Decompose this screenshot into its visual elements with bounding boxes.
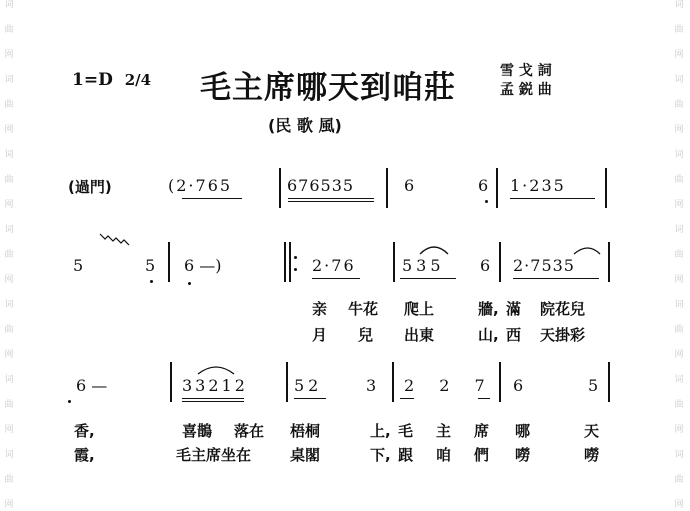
lyric: 喜鵲 [182,422,213,440]
watermark-char: 曲 [674,325,684,335]
lyric: 主 [436,422,452,440]
watermark-char: 词 [674,0,684,10]
lyric: 滿 [506,300,522,318]
s2-measure-1a: 5 [73,256,84,275]
watermark-char: 词 [674,75,684,85]
s2-measure-4b: 6 [480,256,491,275]
s3-measure-4: 2 2 7 [404,376,495,395]
slur [198,367,234,374]
watermark-char: 曲 [4,100,14,110]
watermark-char: 词 [4,225,14,235]
lyric: 爬上 [404,300,435,318]
s2-measure-3: 2·76 [312,256,356,275]
s3-measure-1: 6 — [76,376,108,395]
watermark-char: 曲 [674,100,684,110]
s2-measure-5: 2·7535 [513,256,575,275]
lyric: 梧桐 [290,422,321,440]
s3-measure-5b: 5 [588,376,599,395]
watermark-char: 曲 [4,25,14,35]
watermark-char: 词 [4,150,14,160]
watermark-char: 网 [674,200,684,210]
lyric: 嘮 [584,446,600,464]
watermark-char: 网 [4,350,14,360]
watermark-char: 词 [4,0,14,10]
s2-measure-2: 6 —) [184,256,222,275]
watermark-char: 曲 [674,475,684,485]
watermark-char: 网 [4,425,14,435]
watermark-char: 网 [674,275,684,285]
lyric: 牆, [478,300,499,318]
lyric: 落在 [234,422,265,440]
watermark-char: 曲 [4,325,14,335]
lyric: 牛花 [348,300,379,318]
watermark-char: 曲 [4,475,14,485]
interlude-label: (過門) [68,178,112,196]
watermark-char: 曲 [674,250,684,260]
lyric: 山, [478,326,499,344]
watermark-char: 网 [674,50,684,60]
lyric: 毛主席坐在 [176,446,252,464]
lyric: 月 [312,326,328,344]
watermark-char: 曲 [674,400,684,410]
s3-measure-3b: 3 [366,376,377,395]
lyricist-credit: 雪 戈 詞 [500,63,552,79]
lyric: 嘮 [515,446,531,464]
composer-credit: 孟 鋭 曲 [500,82,552,98]
key-label: 1=D [72,70,113,90]
glissando-mark [100,234,129,245]
lyric: 跟 [398,446,414,464]
time-signature: 2/4 [124,71,152,89]
s3-measure-5a: 6 [513,376,524,395]
watermark-char: 网 [4,50,14,60]
watermark-char: 曲 [4,400,14,410]
watermark-char: 词 [4,450,14,460]
watermark-char: 网 [674,350,684,360]
lyric: 西 [506,326,522,344]
lyric: 香, [74,422,95,440]
lyric: 霞, [74,446,95,464]
lyric: 們 [474,446,490,464]
s2-measure-1b: 5 [145,256,156,275]
s1-measure-3a: 6 [404,176,415,195]
watermark-char: 词 [674,450,684,460]
watermark-char: 词 [4,300,14,310]
lyric: 哪 [515,422,531,440]
watermark-char: 网 [4,200,14,210]
lyric: 桌閣 [290,446,321,464]
s1-measure-4: 1·235 [510,176,566,195]
s3-measure-2: 33212 [182,376,248,395]
lyric: 上, [370,422,391,440]
watermark-char: 曲 [4,175,14,185]
lyric: 出東 [404,326,435,344]
s1-measure-3b: 6 [478,176,489,195]
watermark-char: 网 [674,425,684,435]
watermark-char: 曲 [674,175,684,185]
lyric: 院花兒 [540,300,586,318]
lyric: 咱 [436,446,452,464]
slur [574,248,600,254]
watermark-char: 网 [4,275,14,285]
watermark-char: 曲 [674,25,684,35]
watermark-char: 网 [674,500,684,510]
song-title: 毛主席哪天到咱莊 [200,70,456,106]
watermark-char: 词 [674,300,684,310]
watermark-char: 词 [4,75,14,85]
lyric: 毛 [398,422,414,440]
watermark-char: 词 [674,225,684,235]
s1-measure-1: (2·765 [168,176,233,195]
slur [420,247,448,254]
lyric: 兒 [358,326,374,344]
watermark-char: 词 [674,375,684,385]
lyric: 天掛彩 [540,326,586,344]
lyric: 席 [474,422,490,440]
watermark-char: 词 [674,150,684,160]
s2-measure-4a: 535 [402,256,445,275]
watermark-char: 网 [4,500,14,510]
lyric: 下, [370,446,391,464]
s1-measure-2: 676535 [287,176,355,195]
watermark-char: 词 [4,375,14,385]
lyric: 亲 [312,300,328,318]
style-note: (民 歌 風) [268,116,342,135]
lyric: 天 [584,422,600,440]
watermark-char: 网 [4,125,14,135]
watermark-char: 网 [674,125,684,135]
s3-measure-3a: 52 [294,376,323,395]
watermark-char: 曲 [4,250,14,260]
